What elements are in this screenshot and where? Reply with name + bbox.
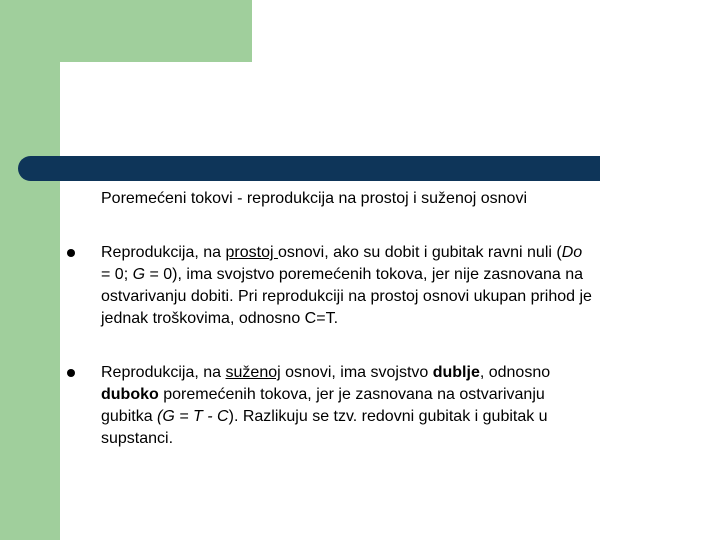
b1-italic: Do (561, 244, 583, 261)
green-left-band (0, 0, 60, 540)
title-bar (18, 156, 600, 181)
b1-text: ostvarivanju dobiti. Pri reprodukciji na prostoj osnovi ukupan prihod je (101, 288, 592, 305)
bullet-2-text (101, 362, 720, 450)
b1-text: osnovi, ako su dobit i gubitak ravni nuli ( (277, 244, 562, 261)
b2-text: , odnosno (479, 364, 551, 381)
b2-bold: duboko (101, 386, 159, 403)
rounded-corner (60, 62, 120, 122)
slide-subtitle: Poremećeni tokovi - reprodukcija na prostoj i suženoj osnovi (101, 190, 527, 207)
b2-text: supstanci. (101, 430, 174, 447)
b2-bold: dublje (432, 364, 480, 381)
b2-text: gubitka (101, 408, 158, 425)
b1-text: = 0; (101, 266, 133, 283)
bullet-1-text (101, 242, 720, 330)
b1-underlined: prostoj (225, 244, 278, 261)
bullet-1-dot (67, 249, 75, 257)
b2-underlined: suženoj (225, 364, 281, 381)
b1-italic: G (132, 266, 146, 283)
b1-text: Reprodukcija, na (101, 244, 226, 261)
b2-text: poremećenih tokova, jer je zasnovana na ostvarivanju (158, 386, 545, 403)
b2-italic: (G = T - C (157, 408, 229, 425)
b1-text: jednak troškovima, odnosno C=T. (101, 310, 339, 327)
b2-text: ). Razlikuju se tzv. redovni gubitak i gubitak u (228, 408, 548, 425)
b1-text: = 0), ima svojstvo poremećenih tokova, jer nije zasnovana na (145, 266, 584, 283)
b2-text: Reprodukcija, na (101, 364, 226, 381)
bullet-2-dot (67, 369, 75, 377)
b2-text: osnovi, ima svojstvo (280, 364, 433, 381)
